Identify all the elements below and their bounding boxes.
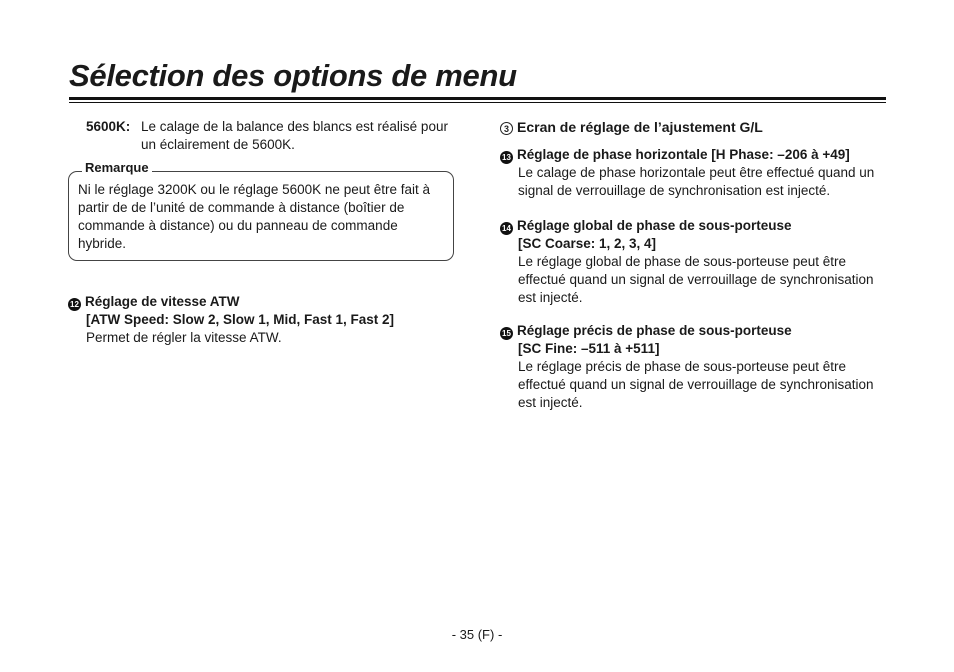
sc-coarse-title: Réglage global de phase de sous-porteuse: [517, 218, 792, 233]
k5600-description: Le calage de la balance des blancs est réalisé pour un éclairement de 5600K.: [141, 119, 448, 152]
atw-text: Permet de régler la vitesse ATW.: [86, 330, 282, 345]
sc-fine-title: Réglage précis de phase de sous-porteuse: [517, 323, 792, 338]
title-rule-thick: [69, 97, 886, 100]
page-title: Sélection des options de menu: [69, 58, 517, 93]
sc-fine-text: Le réglage précis de phase de sous-porteuse peut être effectué quand un signal de verrouillage de synchronisation est injecté.: [518, 359, 874, 410]
atw-subtitle: [ATW Speed: Slow 2, Slow 1, Mid, Fast 1, Fast 2]: [86, 312, 395, 327]
gl-adjust-heading-text: Ecran de réglage de l’ajustement G/L: [517, 119, 763, 135]
sc-coarse-text: Le réglage global de phase de sous-porteuse peut être effectué quand un signal de verrouillage de synchronisation est injecté.: [518, 254, 874, 305]
sc-coarse-section: [500, 217, 880, 307]
atw-title: Réglage de vitesse ATW: [85, 294, 240, 309]
title-rule-thin: [69, 102, 886, 103]
section-number-badge: 3: [500, 122, 513, 135]
sc-coarse-subtitle: [SC Coarse: 1, 2, 3, 4]: [518, 236, 657, 251]
h-phase-section: [500, 146, 880, 200]
h-phase-title: Réglage de phase horizontale [H Phase: –206 à +49]: [517, 147, 850, 162]
item-number-badge: 14: [500, 222, 513, 235]
remarque-label: Remarque: [82, 160, 152, 175]
gl-adjust-heading: [500, 119, 763, 135]
sc-fine-subtitle: [SC Fine: –511 à +511]: [518, 341, 660, 356]
h-phase-text: Le calage de phase horizontale peut être effectué quand un signal de verrouillage de synchronisation est injecté.: [518, 165, 875, 198]
item-number-badge: 12: [68, 298, 81, 311]
remarque-text: Ni le réglage 3200K ou le réglage 5600K ne peut être fait à partir de de l’unité de commande à distance (boîtier de commande à distance) ou du panneau de commande hybride.: [78, 182, 431, 251]
k5600-label: 5600K:: [86, 119, 131, 134]
atw-speed-section: [68, 293, 448, 347]
sc-fine-section: [500, 322, 880, 412]
page-number: - 35 (F) -: [451, 627, 503, 642]
item-number-badge: 15: [500, 327, 513, 340]
item-number-badge: 13: [500, 151, 513, 164]
